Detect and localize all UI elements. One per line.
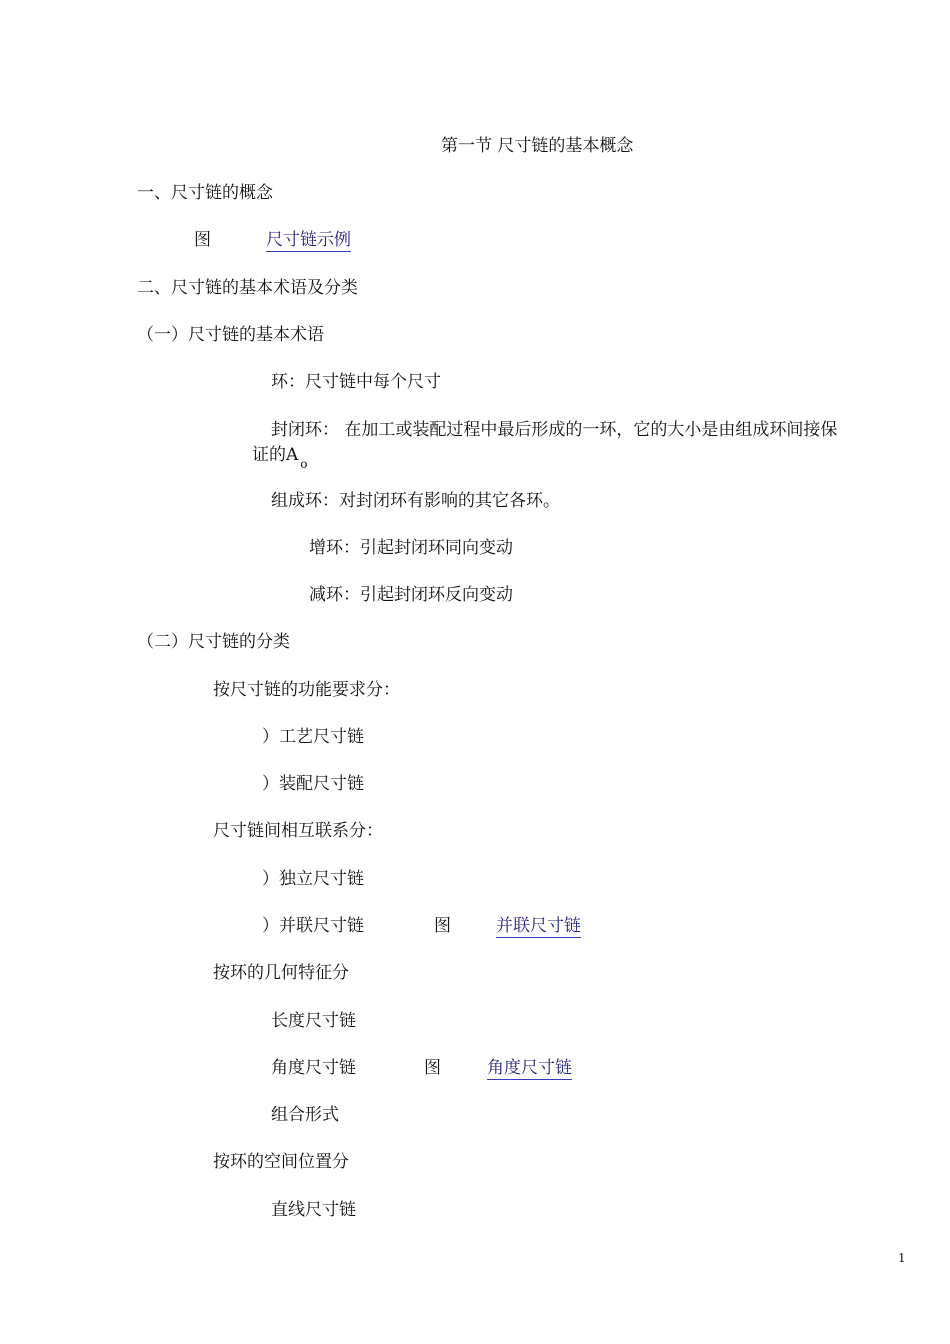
subsection-classification-heading: （二）尺寸链的分类	[137, 632, 290, 652]
linear-dimension-chain: 直线尺寸链	[271, 1200, 356, 1220]
classify-by-relation: 尺寸链间相互联系分：	[213, 821, 383, 841]
independent-dimension-chain: ）独立尺寸链	[262, 869, 364, 889]
angle-dimension-chain: 角度尺寸链	[271, 1058, 356, 1078]
parallel-dimension-chain: ）并联尺寸链	[262, 916, 364, 936]
term-closing-ring-line2	[252, 445, 308, 471]
combined-form: 组合形式	[271, 1105, 339, 1125]
parallel-figure-label: 图	[434, 916, 451, 936]
term-ring: 环：尺寸链中每个尺寸	[271, 372, 441, 392]
classify-by-geometry: 按环的几何特征分	[213, 963, 349, 983]
page-number: 1	[898, 1251, 906, 1265]
section-1-heading: 一、尺寸链的概念	[137, 183, 273, 203]
term-component-ring: 组成环：对封闭环有影响的其它各环。	[271, 491, 560, 511]
classify-by-function: 按尺寸链的功能要求分：	[213, 680, 400, 700]
term-decreasing-ring: 减环：引起封闭环反向变动	[309, 585, 513, 605]
page-title: 第一节 尺寸链的基本概念	[441, 136, 634, 156]
length-dimension-chain: 长度尺寸链	[271, 1011, 356, 1031]
classify-by-space: 按环的空间位置分	[213, 1152, 349, 1172]
assembly-dimension-chain: ）装配尺寸链	[262, 774, 364, 794]
figure-link-parallel-chain[interactable]: 并联尺寸链	[496, 916, 581, 936]
term-closing-ring-line1: 封闭环： 在加工或装配过程中最后形成的一环，它的大小是由组成环间接保	[271, 420, 838, 440]
subsection-terms-heading: （一）尺寸链的基本术语	[137, 325, 324, 345]
figure-link-dimension-chain-example[interactable]: 尺寸链示例	[266, 230, 351, 250]
process-dimension-chain: ）工艺尺寸链	[262, 727, 364, 747]
closing-ring-text: 证的A	[252, 445, 299, 465]
figure-link-angle-chain[interactable]: 角度尺寸链	[487, 1058, 572, 1078]
section-2-heading: 二、尺寸链的基本术语及分类	[137, 278, 358, 298]
closing-ring-mark: o	[300, 457, 308, 471]
term-increasing-ring: 增环：引起封闭环同向变动	[309, 538, 513, 558]
angle-figure-label: 图	[424, 1058, 441, 1078]
figure-label: 图	[194, 230, 211, 250]
